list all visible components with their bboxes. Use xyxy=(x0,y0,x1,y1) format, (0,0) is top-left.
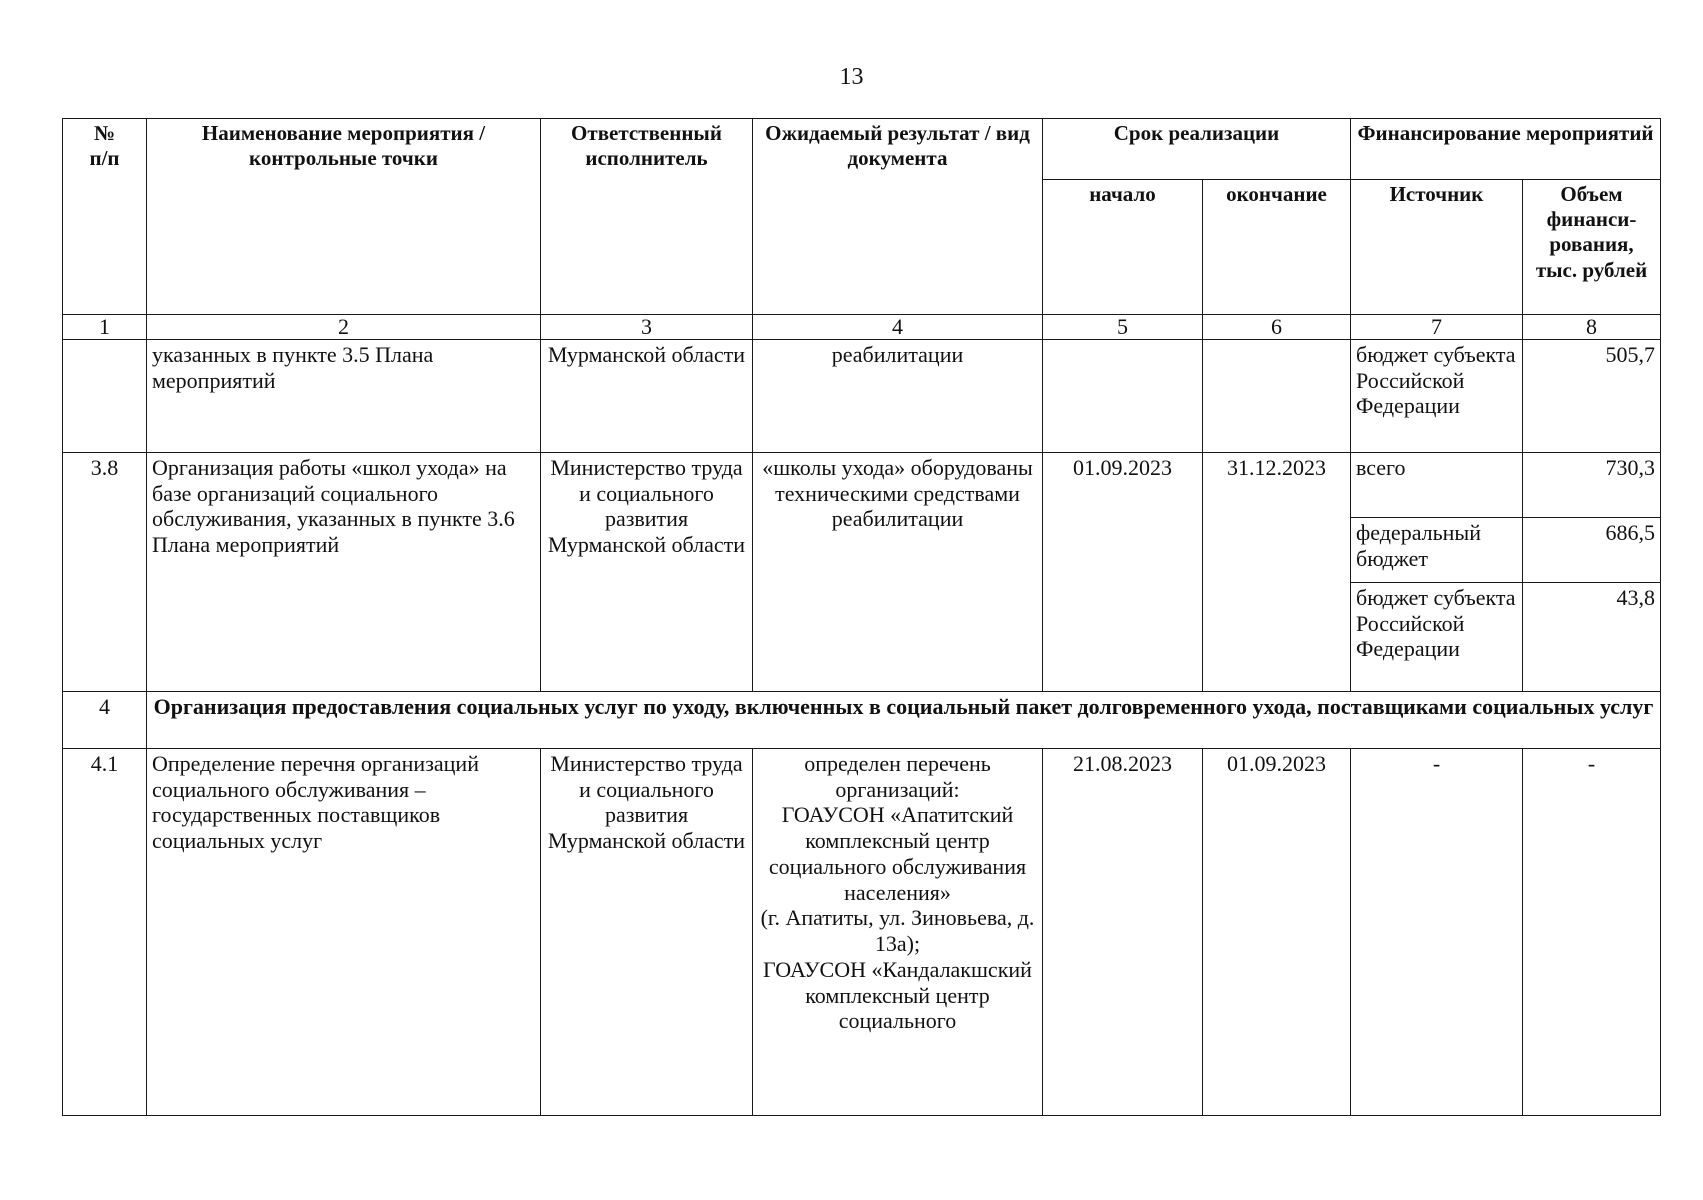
cell-source: всего xyxy=(1351,453,1523,518)
header-source: Источник xyxy=(1351,180,1523,315)
cell-result: определен перечень организаций: ГОАУСОН «Апатитский комплексный центр социального обслуживания населения» (г. Апатиты, ул. Зиновьева, д. 13а); ГОАУСОН «Кандалакшский комплексный центр социального xyxy=(753,749,1043,1116)
cell-volume: 686,5 xyxy=(1523,518,1661,583)
column-number: 3 xyxy=(541,315,753,340)
column-number: 5 xyxy=(1043,315,1203,340)
cell-volume: 730,3 xyxy=(1523,453,1661,518)
cell-name: Определение перечня организаций социального обслуживания – государственных поставщиков социальных услуг xyxy=(147,749,541,1116)
cell-source: бюджет субъекта Российской Федерации xyxy=(1351,340,1523,453)
cell-source: бюджет субъекта Российской Федерации xyxy=(1351,583,1523,692)
cell-end xyxy=(1203,340,1351,453)
section-row-4 xyxy=(63,692,1661,749)
table-row-4-1 xyxy=(63,749,1661,1116)
table-row-3-8 xyxy=(63,453,1661,518)
table-row-continued xyxy=(63,340,1661,453)
header-volume: Объем финанси-рования, тыс. рублей xyxy=(1523,180,1661,315)
cell-name: Организация работы «школ ухода» на базе организаций социального обслуживания, указанных в пункте 3.6 Плана мероприятий xyxy=(147,453,541,692)
header-term: Срок реализации xyxy=(1043,119,1351,180)
cell-num: 3.8 xyxy=(63,453,147,692)
cell-responsible: Министерство труда и социального развития Мурманской области xyxy=(541,749,753,1116)
header-num: № п/п xyxy=(63,119,147,315)
cell-source: - xyxy=(1351,749,1523,1116)
cell-result: «школы ухода» оборудованы техническими средствами реабилитации xyxy=(753,453,1043,692)
action-plan-table xyxy=(62,118,1661,1116)
cell-result: реабилитации xyxy=(753,340,1043,453)
cell-volume: 505,7 xyxy=(1523,340,1661,453)
cell-start xyxy=(1043,340,1203,453)
column-number: 8 xyxy=(1523,315,1661,340)
cell-end: 31.12.2023 xyxy=(1203,453,1351,692)
page-number: 13 xyxy=(839,64,864,90)
column-number: 7 xyxy=(1351,315,1523,340)
header-row-top xyxy=(63,119,1661,180)
cell-start: 01.09.2023 xyxy=(1043,453,1203,692)
header-financing: Финансирование мероприятий xyxy=(1351,119,1661,180)
cell-responsible: Мурманской области xyxy=(541,340,753,453)
cell-volume: - xyxy=(1523,749,1661,1116)
column-number-row xyxy=(63,315,1661,340)
column-number: 6 xyxy=(1203,315,1351,340)
cell-responsible: Министерство труда и социального развития Мурманской области xyxy=(541,453,753,692)
header-result: Ожидаемый результат / вид документа xyxy=(753,119,1043,315)
section-title: Организация предоставления социальных услуг по уходу, включенных в социальный пакет долговременного ухода, поставщиками социальных услуг xyxy=(147,692,1661,749)
header-term-start: начало xyxy=(1043,180,1203,315)
header-name: Наименование мероприятия / контрольные точки xyxy=(147,119,541,315)
cell-end: 01.09.2023 xyxy=(1203,749,1351,1116)
header-responsible: Ответственный исполнитель xyxy=(541,119,753,315)
section-num: 4 xyxy=(63,692,147,749)
cell-source: федеральный бюджет xyxy=(1351,518,1523,583)
cell-num xyxy=(63,340,147,453)
cell-name: указанных в пункте 3.5 Плана мероприятий xyxy=(147,340,541,453)
cell-start: 21.08.2023 xyxy=(1043,749,1203,1116)
cell-volume: 43,8 xyxy=(1523,583,1661,692)
cell-num: 4.1 xyxy=(63,749,147,1116)
column-number: 1 xyxy=(63,315,147,340)
header-term-end: окончание xyxy=(1203,180,1351,315)
column-number: 4 xyxy=(753,315,1043,340)
column-number: 2 xyxy=(147,315,541,340)
